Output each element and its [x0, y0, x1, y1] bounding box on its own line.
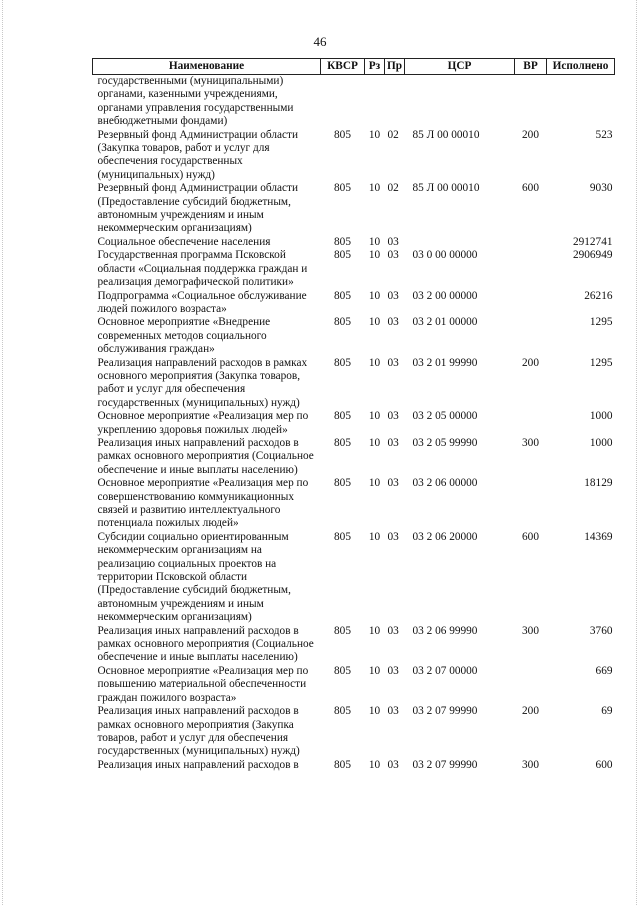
cell-csr: 03 0 00 00000 — [412, 249, 478, 262]
table-row — [93, 129, 615, 183]
cell-rz: 10 — [368, 477, 381, 490]
cell-csr — [405, 236, 515, 249]
cell-name: Социальное обеспечение населения — [97, 235, 271, 248]
table-row — [93, 357, 615, 411]
cell-rz: 10 — [368, 624, 381, 637]
cell-name: Реализация иных направлений расходов в рамках основного мероприятия (Закупка товаров, работ и услуг для обеспечения государственных (муниципальных) нужд) — [97, 705, 300, 758]
cell-pr — [385, 75, 405, 129]
cell-pr: 03 — [387, 436, 399, 449]
cell-sum: 523 — [595, 128, 613, 141]
cell-name: Реализация иных направлений расходов в рамках основного мероприятия (Социальное обеспечение и иные выплаты населению) — [97, 436, 314, 476]
table-row — [93, 410, 615, 437]
cell-rz: 10 — [368, 664, 381, 677]
cell-name: Реализация иных направлений расходов в — [97, 758, 299, 771]
cell-rz: 10 — [368, 705, 381, 718]
cell-pr: 03 — [387, 249, 399, 262]
cell-kvsr: 805 — [334, 182, 351, 195]
table-row — [93, 759, 615, 772]
cell-name: Государственная программа Псковской области «Социальная поддержка граждан и реализация демографической политики» — [97, 249, 308, 289]
cell-pr: 03 — [387, 289, 399, 302]
cell-csr: 03 2 01 99990 — [412, 356, 478, 369]
cell-csr: 03 2 07 99990 — [412, 705, 478, 718]
table-row — [93, 290, 615, 317]
cell-rz: 10 — [368, 530, 381, 543]
cell-name: Резервный фонд Администрации области (Предоставление субсидий бюджетным, автономным учреждениям и иным некоммерческим организациям) — [97, 182, 299, 235]
cell-csr: 03 2 05 99990 — [412, 436, 478, 449]
cell-pr: 03 — [387, 410, 399, 423]
table-header-row — [93, 59, 615, 75]
cell-csr: 85 Л 00 00010 — [412, 182, 480, 195]
table-row — [93, 75, 615, 129]
cell-name: Реализация направлений расходов в рамках основного мероприятия (Закупка товаров, работ и услуг для обеспечения государственных (муниципальных) нужд) — [97, 356, 308, 409]
cell-sum — [547, 75, 615, 129]
header-rz: Рз — [365, 59, 385, 75]
table-row — [93, 249, 615, 289]
table-row — [93, 705, 615, 759]
table-row — [93, 477, 615, 531]
cell-pr: 03 — [387, 235, 399, 248]
cell-sum: 1295 — [589, 316, 613, 329]
cell-name: Основное мероприятие «Реализация мер по повышению материальной обеспеченности граждан пожилого возраста» — [97, 664, 309, 704]
cell-vr: 300 — [522, 624, 539, 637]
header-pr: Пр — [385, 59, 405, 75]
cell-sum: 9030 — [589, 182, 613, 195]
cell-csr — [405, 75, 515, 129]
cell-kvsr: 805 — [334, 356, 351, 369]
page-number: 46 — [313, 34, 327, 49]
cell-rz: 10 — [368, 128, 381, 141]
cell-sum: 2912741 — [572, 235, 613, 248]
cell-vr: 300 — [522, 436, 539, 449]
cell-rz: 10 — [368, 249, 381, 262]
cell-kvsr: 805 — [334, 758, 351, 771]
cell-pr: 02 — [387, 182, 399, 195]
budget-table — [92, 58, 615, 772]
cell-pr: 02 — [387, 128, 399, 141]
cell-kvsr: 805 — [334, 530, 351, 543]
cell-pr: 03 — [387, 664, 399, 677]
cell-sum: 3760 — [589, 624, 613, 637]
cell-rz — [365, 75, 385, 129]
cell-csr: 03 2 06 99990 — [412, 624, 478, 637]
cell-sum: 1000 — [589, 436, 613, 449]
cell-vr: 200 — [522, 356, 539, 369]
table-row — [93, 316, 615, 356]
header-name: Наименование — [93, 59, 321, 75]
cell-name: Основное мероприятие «Внедрение современных методов социального обслуживания граждан» — [97, 316, 271, 356]
cell-name: Подпрограмма «Социальное обслуживание людей пожилого возраста» — [97, 289, 307, 315]
cell-vr: 200 — [522, 705, 539, 718]
cell-vr — [515, 410, 547, 437]
cell-name: Основное мероприятие «Реализация мер по совершенствованию коммуникационных связей и развитию интеллектуального потенциала пожилых людей» — [97, 477, 309, 530]
header-kvsr: КВСР — [321, 59, 365, 75]
cell-vr — [515, 75, 547, 129]
table-row — [93, 625, 615, 665]
cell-pr: 03 — [387, 477, 399, 490]
table-row — [93, 182, 615, 236]
cell-sum: 18129 — [584, 477, 613, 490]
cell-kvsr — [321, 75, 365, 129]
cell-csr: 03 2 06 20000 — [412, 530, 478, 543]
cell-pr: 03 — [387, 530, 399, 543]
cell-kvsr: 805 — [334, 705, 351, 718]
cell-vr: 600 — [522, 530, 539, 543]
cell-kvsr: 805 — [334, 316, 351, 329]
cell-vr — [515, 477, 547, 531]
cell-kvsr: 805 — [334, 410, 351, 423]
cell-vr: 300 — [522, 758, 539, 771]
cell-name: Резервный фонд Администрации области (Закупка товаров, работ и услуг для обеспечения государственных (муниципальных) нужд) — [97, 128, 299, 181]
cell-rz: 10 — [368, 436, 381, 449]
cell-csr: 85 Л 00 00010 — [412, 128, 480, 141]
cell-pr: 03 — [387, 705, 399, 718]
cell-name: Реализация иных направлений расходов в рамках основного мероприятия (Социальное обеспечение и иные выплаты населению) — [97, 624, 314, 664]
cell-vr — [515, 249, 547, 289]
cell-rz: 10 — [368, 410, 381, 423]
cell-csr: 03 2 07 00000 — [412, 664, 478, 677]
cell-csr: 03 2 06 00000 — [412, 477, 478, 490]
cell-name: государственными (муниципальными) органами, казенными учреждениями, органами управления государственными внебюджетными фондами) — [93, 75, 321, 129]
cell-sum: 26216 — [584, 289, 613, 302]
cell-csr: 03 2 07 99990 — [412, 758, 478, 771]
cell-sum: 600 — [595, 758, 613, 771]
cell-kvsr: 805 — [334, 664, 351, 677]
cell-csr: 03 2 00 00000 — [412, 289, 478, 302]
header-vr: ВР — [515, 59, 547, 75]
cell-pr: 03 — [387, 624, 399, 637]
cell-vr: 600 — [522, 182, 539, 195]
table-row — [93, 437, 615, 477]
cell-rz: 10 — [368, 316, 381, 329]
cell-vr — [515, 236, 547, 249]
scan-edge-right — [636, 0, 638, 905]
cell-rz: 10 — [368, 235, 381, 248]
cell-csr: 03 2 01 00000 — [412, 316, 478, 329]
cell-vr — [515, 665, 547, 705]
cell-rz: 10 — [368, 758, 381, 771]
cell-kvsr: 805 — [334, 436, 351, 449]
table-row — [93, 665, 615, 705]
header-sum: Исполнено — [547, 59, 615, 75]
cell-name: Субсидии социально ориентированным некоммерческим организациям на реализацию социальных проектов на территории Псковской области (Предоставление субсидий бюджетным, автономным учреждениям и иным некоммерческим организациям) — [97, 530, 291, 624]
cell-sum: 14369 — [584, 530, 613, 543]
table-body — [93, 75, 615, 773]
cell-sum: 669 — [595, 664, 613, 677]
cell-vr: 200 — [522, 128, 539, 141]
cell-sum: 2906949 — [572, 249, 613, 262]
cell-rz: 10 — [368, 289, 381, 302]
table-row — [93, 531, 615, 625]
cell-vr — [515, 316, 547, 356]
cell-kvsr: 805 — [334, 624, 351, 637]
cell-csr: 03 2 05 00000 — [412, 410, 478, 423]
cell-kvsr: 805 — [334, 128, 351, 141]
cell-pr: 03 — [387, 316, 399, 329]
cell-sum: 1000 — [589, 410, 613, 423]
cell-pr: 03 — [387, 356, 399, 369]
cell-kvsr: 805 — [334, 235, 351, 248]
cell-kvsr: 805 — [334, 477, 351, 490]
cell-kvsr: 805 — [334, 249, 351, 262]
cell-vr — [515, 290, 547, 317]
scan-edge-left — [2, 0, 4, 905]
table-row — [93, 236, 615, 249]
header-csr: ЦСР — [405, 59, 515, 75]
cell-pr: 03 — [387, 758, 399, 771]
cell-sum: 69 — [601, 705, 613, 718]
cell-rz: 10 — [368, 182, 381, 195]
cell-name: Основное мероприятие «Реализация мер по укреплению здоровья пожилых людей» — [97, 410, 309, 436]
cell-sum: 1295 — [589, 356, 613, 369]
cell-rz: 10 — [368, 356, 381, 369]
cell-kvsr: 805 — [334, 289, 351, 302]
